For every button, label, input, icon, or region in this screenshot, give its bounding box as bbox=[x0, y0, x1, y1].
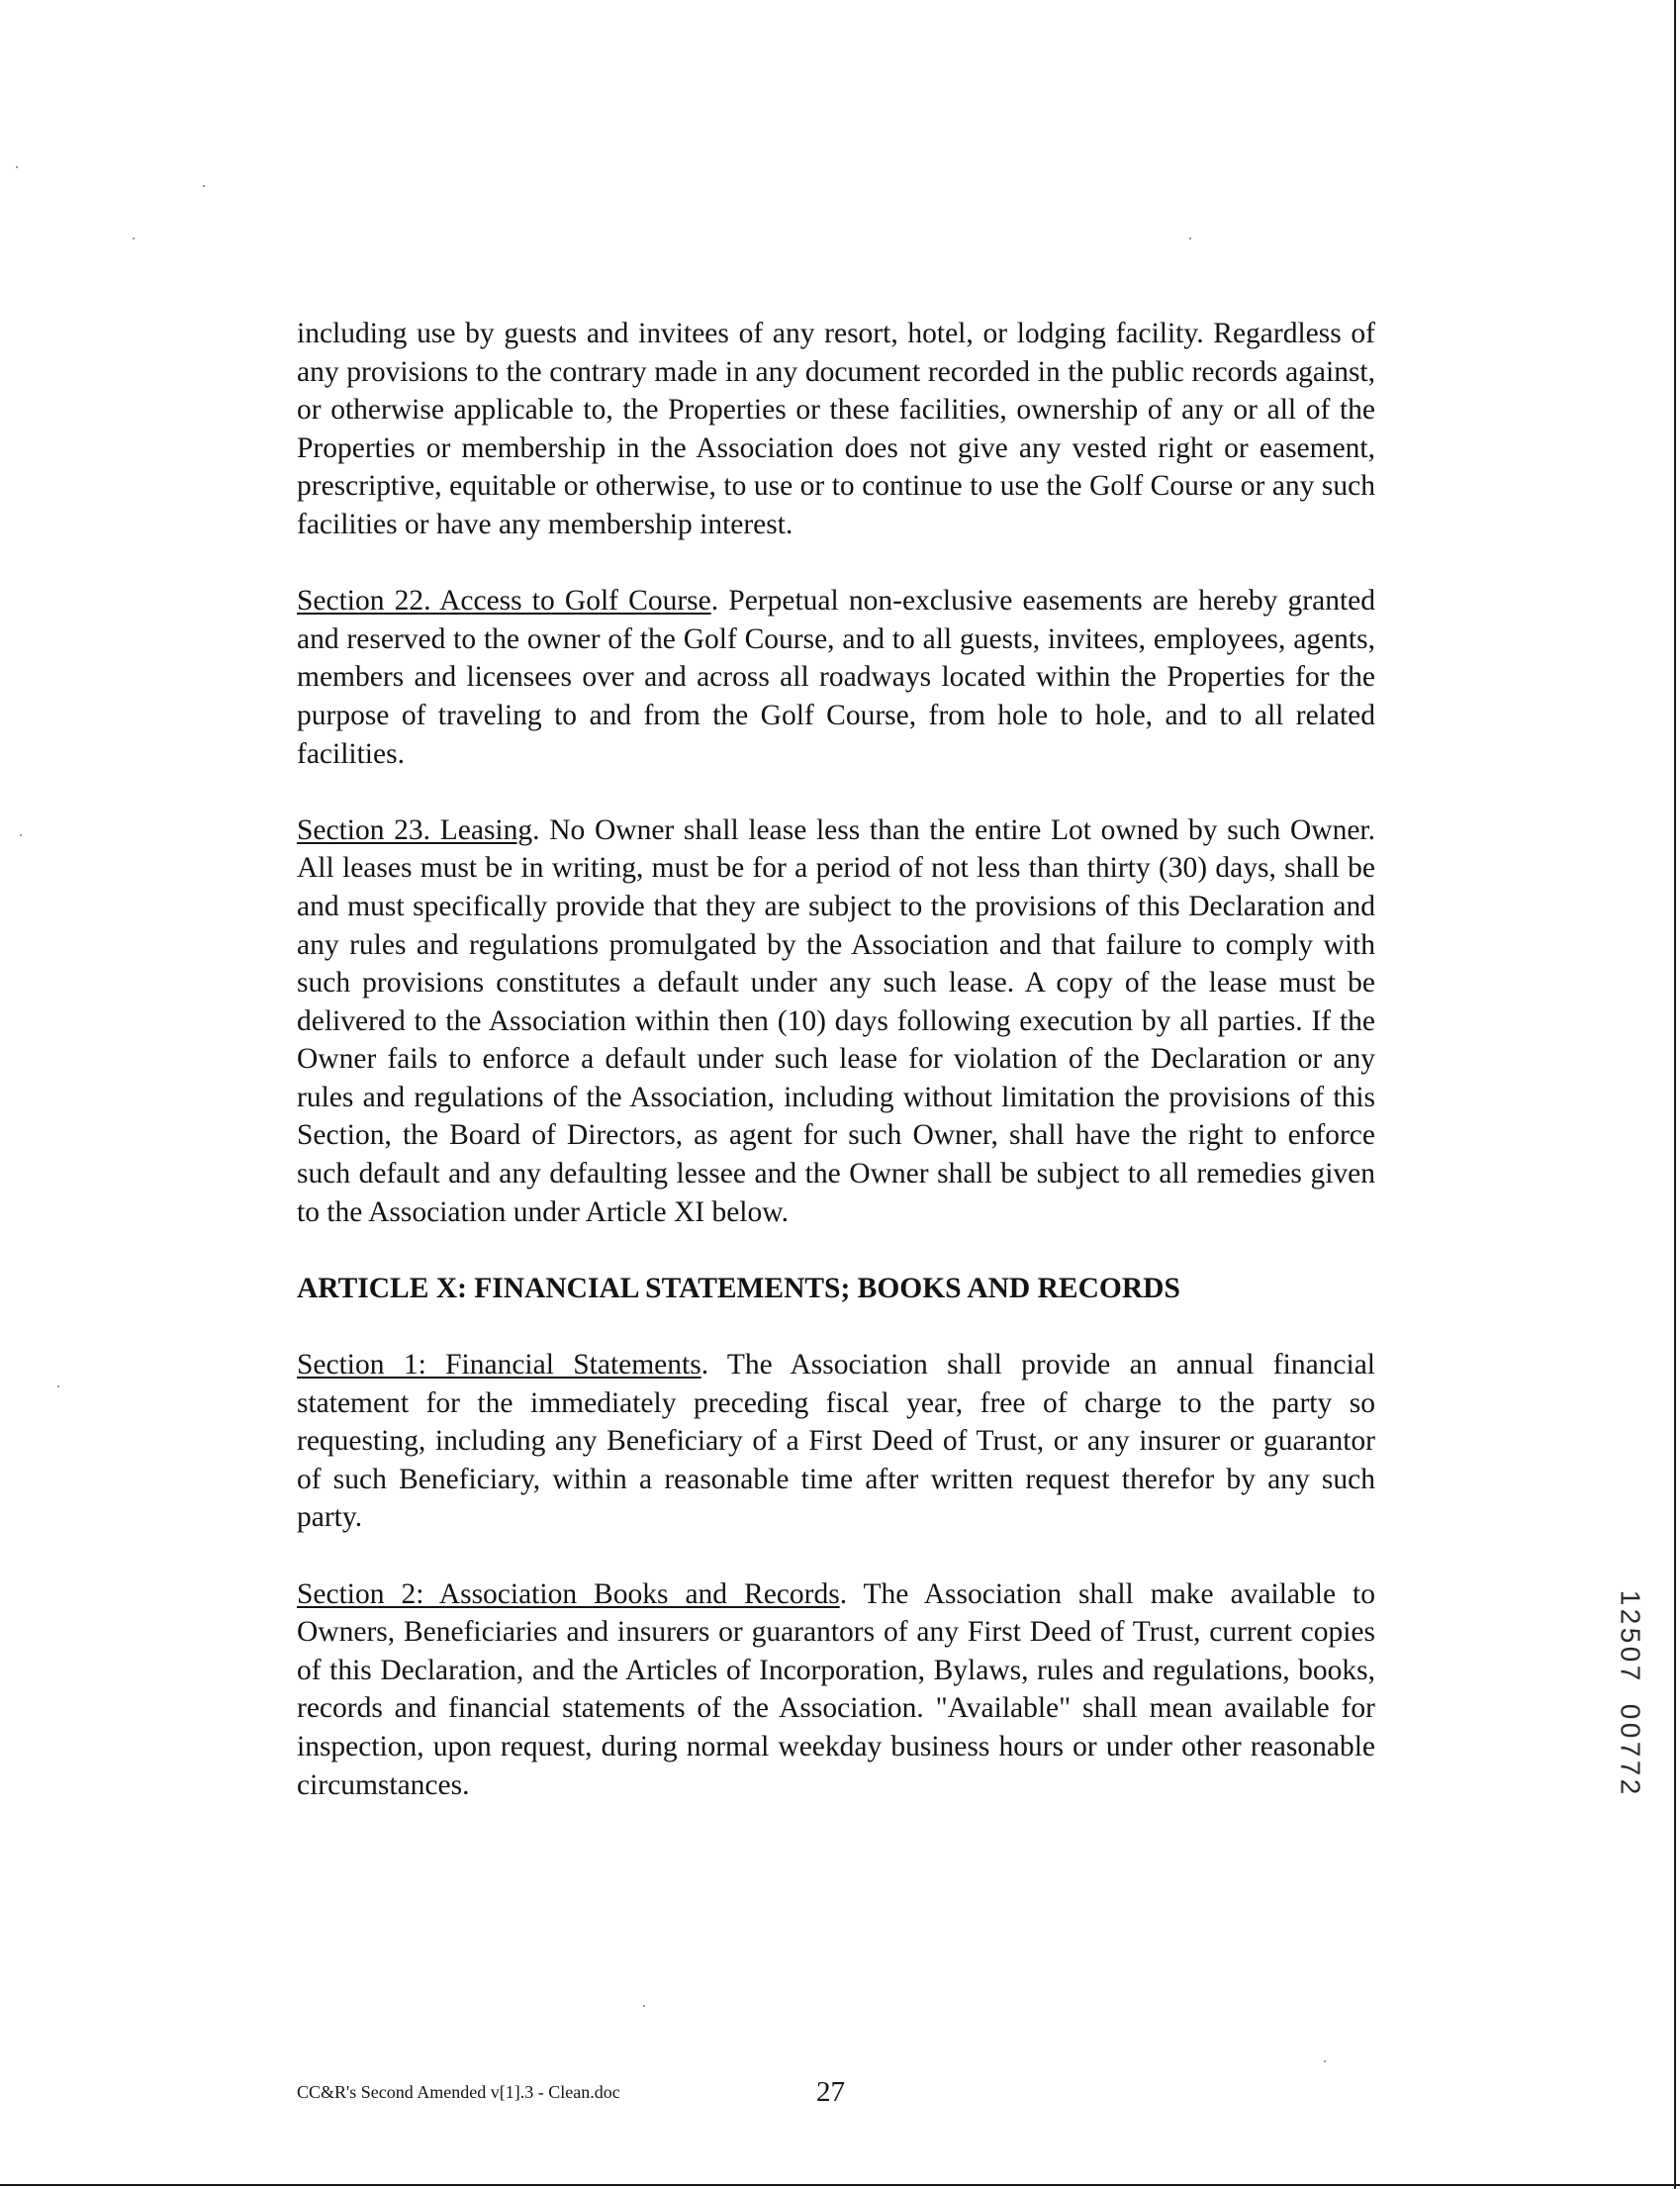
scan-speck bbox=[16, 166, 18, 168]
stamp-digit: 7 bbox=[1615, 1665, 1646, 1681]
article-x-section-1-paragraph bbox=[297, 1346, 1375, 1537]
article-x-section-1-heading: Section 1: Financial Statements bbox=[297, 1349, 701, 1381]
article-x-section-2-body: . The Association shall make available to Owners, Beneficiaries and insurers or guarantors of any First Deed of Trust, current copies of this Declaration, and the Articles of Incorporation, Bylaws, rules and regulations, books, records and financial statements of the Association. "Available" shall mean available for inspection, upon request, during normal weekday business hours or under other reasonable circumstances. bbox=[297, 1577, 1376, 1801]
stamp-digit: 0 bbox=[1615, 1722, 1646, 1739]
scan-speck bbox=[643, 2005, 645, 2007]
stamp-digit: 7 bbox=[1615, 1760, 1646, 1776]
section-23-paragraph bbox=[297, 811, 1375, 1232]
stamp-digit: 7 bbox=[1615, 1741, 1646, 1758]
footer-page-number: 27 bbox=[816, 2076, 845, 2108]
article-x-section-2-heading: Section 2: Association Books and Records bbox=[297, 1577, 840, 1610]
stamp-digit: 0 bbox=[1615, 1646, 1646, 1663]
section-22-heading: Section 22. Access to Golf Course bbox=[297, 585, 711, 618]
stamp-digit: 2 bbox=[1615, 1778, 1646, 1795]
scan-speck bbox=[20, 834, 22, 836]
stamp-digit: 2 bbox=[1615, 1608, 1646, 1625]
footer-document-name: CC&R's Second Amended v[1].3 - Clean.doc bbox=[297, 2082, 620, 2102]
article-x-section-1-body: . The Association shall provide an annual financial statement for the immediately preceding fiscal year, free of charge to the party so requesting, including any Beneficiary of a First Deed of Trust, or any insurer or guarantor of such Beneficiary, within a reasonable time after written request therefor by any such party. bbox=[297, 1349, 1375, 1534]
scan-edge-bottom bbox=[0, 2184, 1680, 2186]
scan-edge-right bbox=[1674, 0, 1676, 2189]
stamp-digit: 1 bbox=[1615, 1589, 1646, 1606]
section-23-heading: Section 23. Leasing bbox=[297, 813, 533, 846]
scan-speck bbox=[203, 185, 205, 187]
scan-speck bbox=[1189, 238, 1191, 239]
stamp-digit: 5 bbox=[1615, 1627, 1646, 1644]
scan-speck bbox=[1324, 2060, 1326, 2062]
article-x-section-2-paragraph bbox=[297, 1575, 1375, 1805]
section-23-body: . No Owner shall lease less than the entire Lot owned by such Owner. All leases must be in writing, must be for a period of not less than thirty (30) days, shall be and must specifically provide that they are subject to the provisions of this Declaration and any rules and regulations promulgated by the Association and that failure to comply with such provisions constitutes a default under any such lease. A copy of the lease must be delivered to the Association within then (10) days following execution by all parties. If the Owner fails to enforce a default under such lease for violation of the Declaration or any rules and regulations of the Association, including without limitation the provisions of this Section, the Board of Directors, as agent for such Owner, shall have the right to enforce such default and any defaulting lessee and the Owner shall be subject to all remedies given to the Association under Article XI below. bbox=[297, 813, 1375, 1228]
paragraph-continuation: including use by guests and invitees of any resort, hotel, or lodging facility. Regardless of any provisions to the contrary made in any document recorded in the public records against, or otherwise applicable to, the Properties or these facilities, ownership of any or all of the Properties or membership in the Association does not give any vested right or easement, prescriptive, equitable or otherwise, to use or to continue to use the Golf Course or any such facilities or have any membership interest. bbox=[297, 318, 1375, 540]
section-22-body: . Perpetual non-exclusive easements are hereby granted and reserved to the owner of the Golf Course, and to all guests, invitees, employees, agents, members and licensees over and across all roadways located within the Properties for the purpose of traveling to and from the Golf Course, from hole to hole, and to all related facilities. bbox=[297, 585, 1375, 770]
scan-speck bbox=[57, 1385, 59, 1387]
document-body bbox=[297, 315, 1375, 1843]
stamp-digit: 0 bbox=[1615, 1703, 1646, 1720]
scan-speck bbox=[133, 238, 135, 239]
article-x-heading: ARTICLE X: FINANCIAL STATEMENTS; BOOKS AND RECORDS bbox=[297, 1272, 1180, 1304]
section-22-paragraph bbox=[297, 582, 1375, 773]
recording-stamp bbox=[1611, 1588, 1650, 1796]
